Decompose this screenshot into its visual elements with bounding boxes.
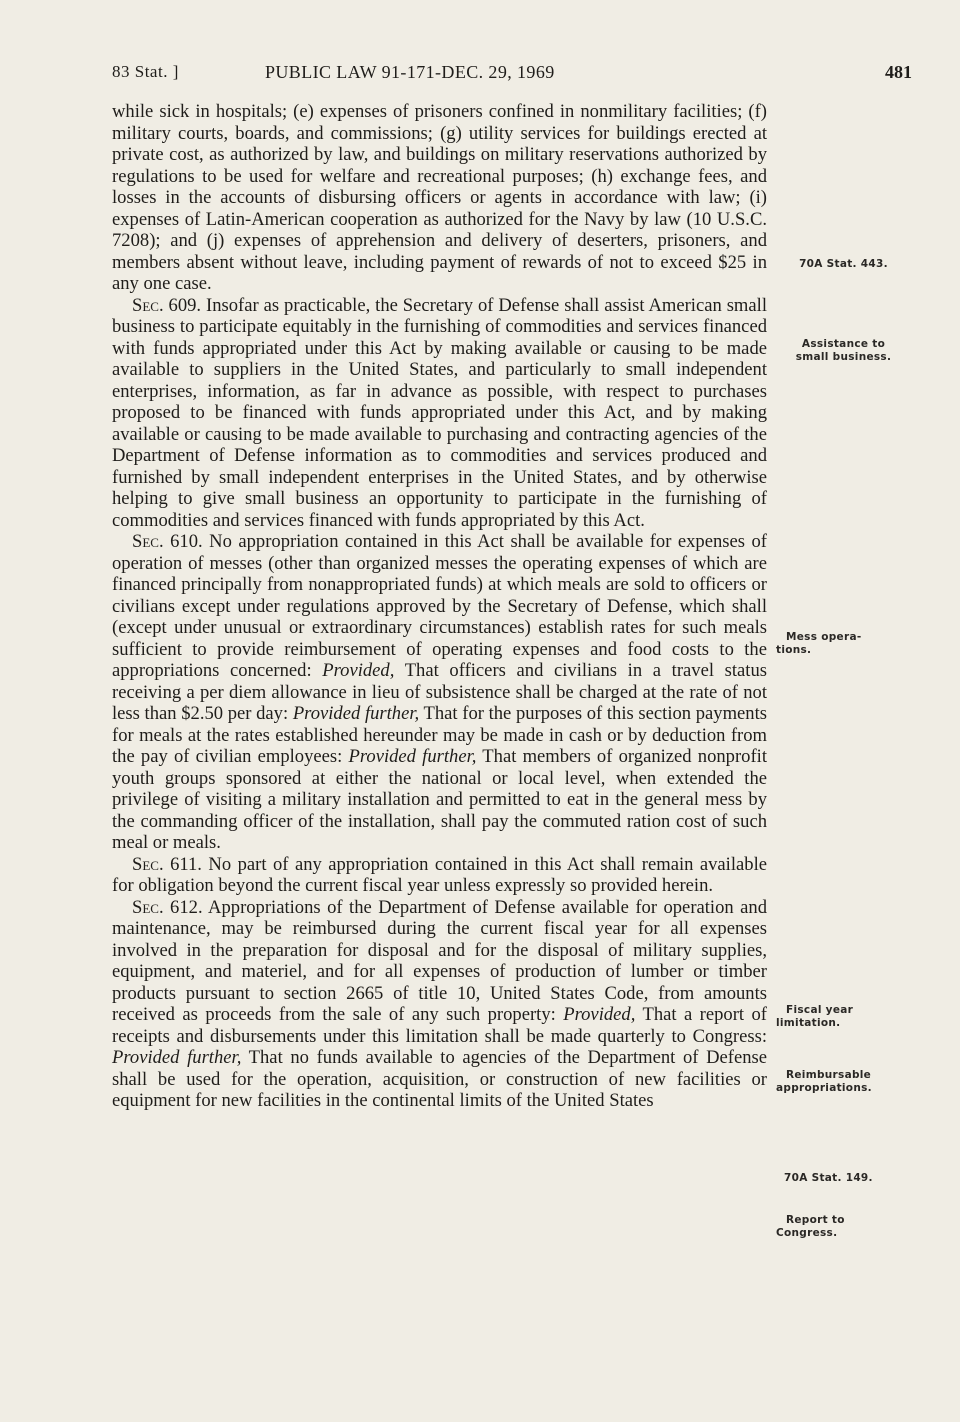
- section-609: [112, 295, 767, 532]
- proviso: Provided further,: [292, 703, 420, 724]
- margin-note-assistance: [776, 338, 911, 364]
- margin-note-stat-149: 70A Stat. 149.: [784, 1172, 873, 1184]
- section-610: [112, 531, 767, 854]
- margin-note-line: tions.: [776, 644, 812, 656]
- margin-note-line: appropriations.: [776, 1082, 872, 1094]
- proviso: Provided,: [322, 660, 395, 681]
- margin-note-line: Fiscal year: [786, 1004, 854, 1016]
- section-611: [112, 854, 767, 897]
- margin-note-line: small business.: [795, 351, 892, 363]
- section-612-text-c: That no funds available to agencies of the Department of Defense shall be used for the operation, acquisition, or construction of new facilities or equipment for new facilities in the continental limits of the United States: [112, 1047, 767, 1111]
- proviso: Provided further,: [112, 1047, 242, 1068]
- section-609-text: Insofar as practicable, the Secretary of Defense shall assist American small business to participate equitably in the furnishing of commodities and services financed with funds appropriated under this Act by making available or causing to be made available to suppliers in the United States, and particularly to small independent enterprises, information, as far in advance as possible, with respect to purchases proposed to be financed with funds appropriated under this Act, and by making available or causing to be made available to purchasing and contracting agencies of the Department of Defense information as to commodities and services produced and furnished by small independent enterprises in the United States, and by otherwise helping to give small business an opportunity to participate in the furnishing of commodities and services financed with funds appropriated by this Act.: [112, 294, 767, 531]
- section-609-label: Sec. 609.: [132, 294, 202, 316]
- margin-note-stat-443: 70A Stat. 443.: [799, 258, 888, 270]
- section-610-text-a: No appropriation contained in this Act shall be available for expenses of operation of messes (other than organized messes the operating expenses of which are financed principally from nonappropriated funds) at which meals are sold to officers or civilians except under regulations approved by the Secretary of Defense, which shall (except under unusual or extraordinary circumstances) establish rates for such meals sufficient to provide reimbursement of operating expenses and food costs to the appropriations concerned:: [112, 531, 767, 681]
- margin-note-line: Congress.: [776, 1227, 838, 1239]
- section-610-text-c: That for the purposes of this section payments for meals at the rates established hereunder may be made in cash or by deduction from the pay of civilian employees:: [112, 703, 767, 767]
- continued-paragraph: while sick in hospitals; (e) expenses of prisoners confined in nonmilitary facilities; (f) military courts, boards, and commissions; (g) utility services for buildings erected at private cost, as authorized by law, and buildings on military reservations authorized by regulations to be used for welfare and recreational purposes; (h) exchange fees, and losses in the accounts of disbursing officers or agents in accordance with law; (i) expenses of Latin-American cooperation as authorized for the Navy by law (10 U.S.C. 7208); and (j) expenses of apprehension and delivery of deserters, prisoners, and members absent without leave, including payment of rewards of not to exceed $25 in any one case.: [112, 101, 767, 294]
- margin-note-reimbursable: [776, 1069, 921, 1095]
- page-header: [112, 62, 912, 90]
- margin-note-line: Report to: [786, 1214, 845, 1226]
- margin-note-line: Mess opera-: [786, 631, 862, 643]
- section-612-label: Sec. 612.: [132, 896, 203, 918]
- section-611-text: No part of any appropriation contained in this Act shall remain available for obligation beyond the current fiscal year unless expressly so provided herein.: [112, 853, 767, 896]
- margin-note-report: [776, 1214, 921, 1240]
- section-610-text-b: That officers and civilians in a travel status receiving a per diem allowance in lieu of subsistence shall be charged at the rate of not less than $2.50 per day:: [112, 660, 767, 724]
- page-number: 481: [885, 62, 912, 82]
- statute-text: [112, 101, 767, 1112]
- statute-volume: 83 Stat. ]: [112, 62, 179, 81]
- margin-note-line: Reimbursable: [786, 1069, 872, 1081]
- margin-note-line: limitation.: [776, 1017, 841, 1029]
- section-610-text-d: That members of organized nonprofit youth groups sponsored at either the national or local level, when extended the privilege of visiting a military installation and permitted to eat in the general mess by the commanding officer of the installation, shall pay the commuted ration cost of such meal or meals.: [112, 746, 767, 853]
- margin-note-mess: [776, 631, 921, 657]
- proviso: Provided further,: [348, 746, 477, 767]
- running-title: PUBLIC LAW 91-171-DEC. 29, 1969: [265, 62, 555, 82]
- section-612: [112, 897, 767, 1112]
- proviso: Provided,: [563, 1004, 636, 1025]
- section-612-text-b: That a report of receipts and disbursements under this limitation shall be made quarterly to Congress:: [112, 1004, 767, 1047]
- margin-note-fiscal: [776, 1004, 921, 1030]
- section-611-label: Sec. 611.: [132, 853, 202, 875]
- section-612-text-a: Appropriations of the Department of Defense available for operation and maintenance, may be reimbursed during the current fiscal year for all expenses involved in the preparation for disposal and for the disposal of military supplies, equipment, and materiel, and for all expenses of production of lumber or timber products pursuant to section 2665 of title 10, United States Code, from amounts received as proceeds from the sale of any such property:: [112, 896, 767, 1025]
- margin-note-line: Assistance to: [801, 338, 886, 350]
- section-610-label: Sec. 610.: [132, 531, 203, 552]
